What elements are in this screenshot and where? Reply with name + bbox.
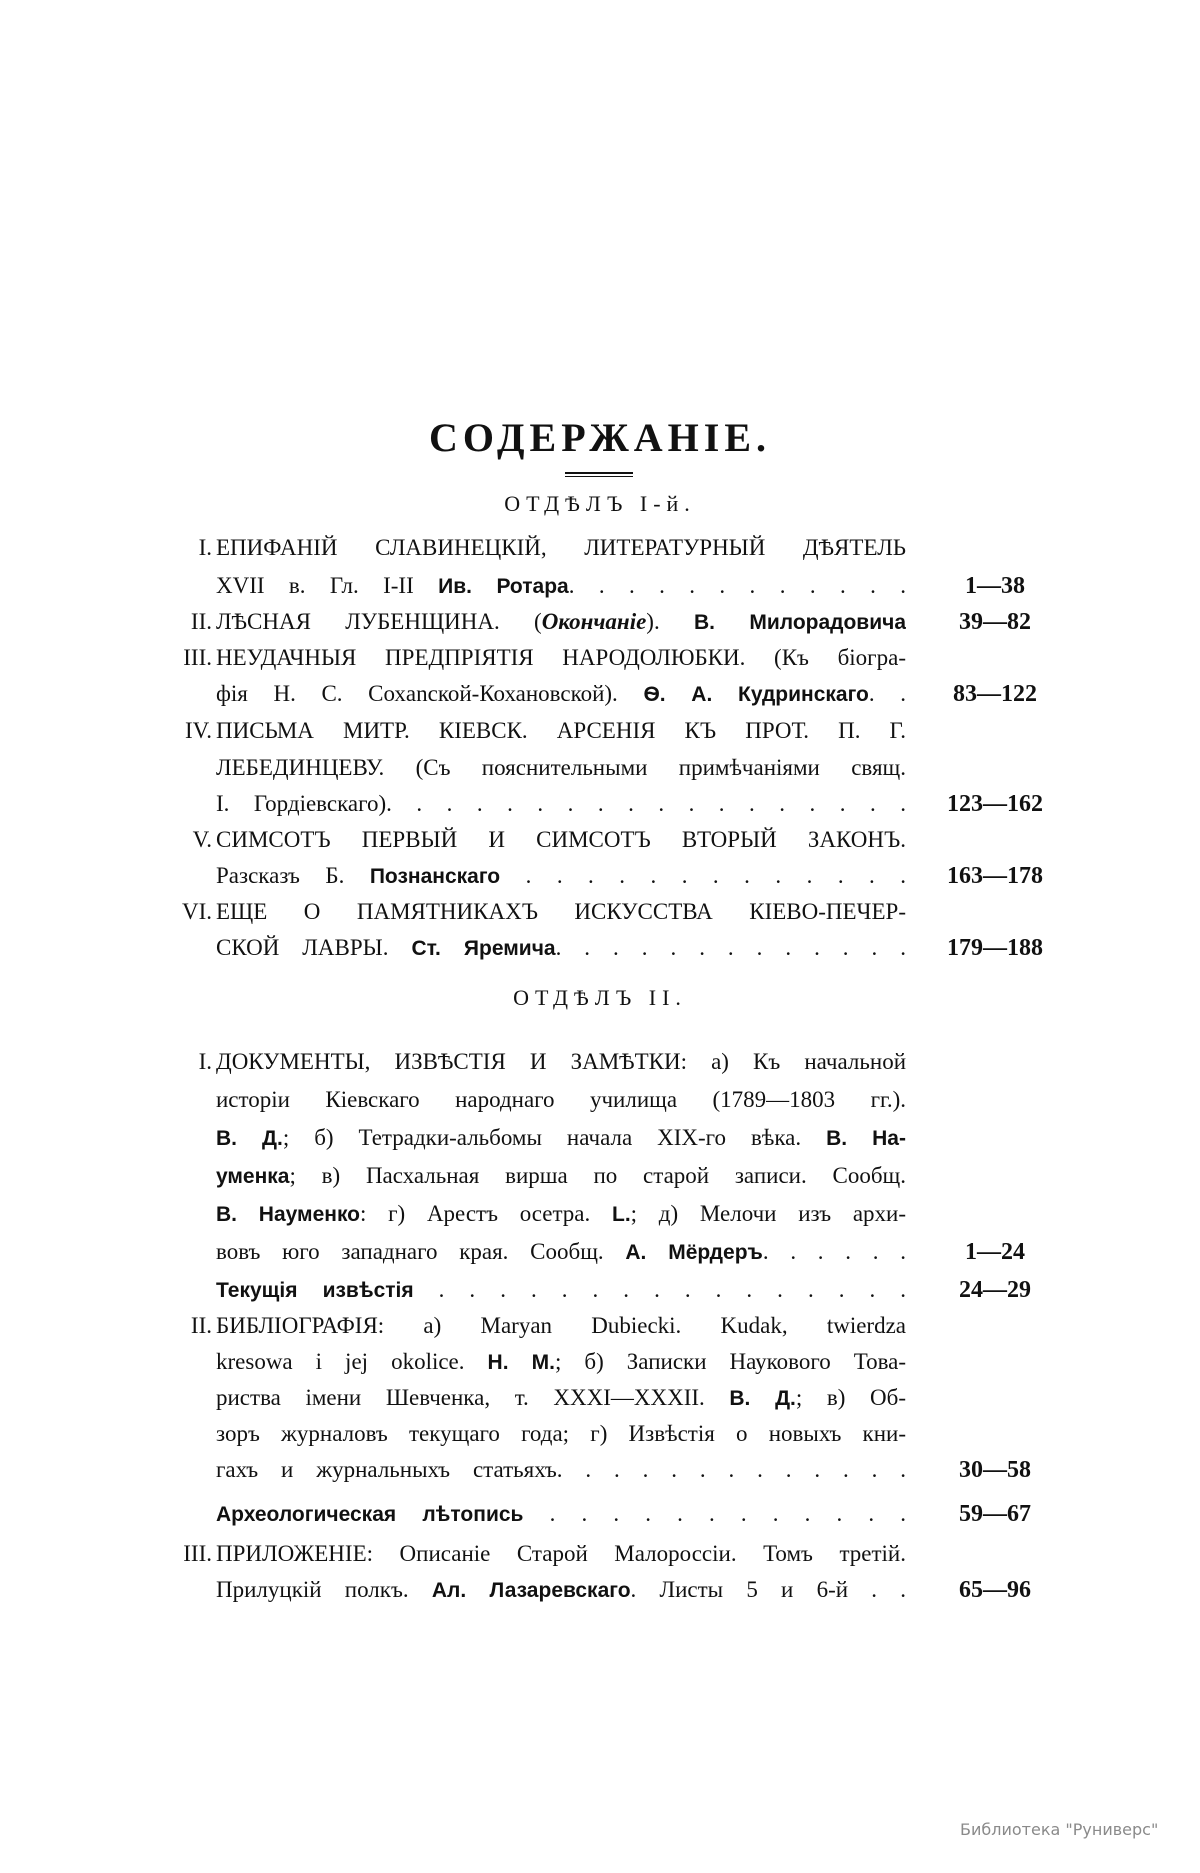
page-range: 1—38 bbox=[965, 573, 1025, 599]
entry-text-segment: . . . . . . . . . . . . . bbox=[555, 935, 906, 960]
page-range: 123—162 bbox=[947, 791, 1043, 817]
toc-line bbox=[0, 1121, 1200, 1155]
entry-text-segment: Прилуцкій полкъ. bbox=[216, 1577, 432, 1602]
entry-text bbox=[216, 1159, 906, 1193]
entry-text bbox=[216, 787, 906, 821]
entry-number: IV. bbox=[184, 718, 212, 743]
toc-line bbox=[0, 823, 1200, 857]
page-range: 163—178 bbox=[947, 863, 1043, 889]
page-range: 59—67 bbox=[959, 1501, 1031, 1527]
page-range: 30—58 bbox=[959, 1457, 1031, 1483]
page-range: 83—122 bbox=[953, 681, 1037, 707]
entry-text-segment: ПРИЛОЖЕНІЕ: Описаніе Старой Малороссіи. Томъ третій. bbox=[216, 1541, 906, 1566]
toc-line bbox=[0, 859, 1200, 893]
entry-text-segment: СИМСОТЪ ПЕРВЫЙ И СИМСОТЪ ВТОРЫЙ ЗАКОНЪ. bbox=[216, 827, 906, 852]
entry-text bbox=[216, 641, 906, 675]
entry-text-segment: фія Н. С. Сохanской-Кохановской). bbox=[216, 681, 644, 706]
author-name: В. На- bbox=[826, 1127, 906, 1150]
entry-number: III. bbox=[183, 1541, 212, 1566]
author-name: Ст. Яремича bbox=[411, 937, 556, 960]
entry-text-segment: ЛЕБЕДИНЦЕВУ. (Съ пояснительными примѣчаніями свящ. bbox=[216, 755, 906, 780]
entry-text bbox=[216, 1273, 906, 1307]
entry-text-segment: : г) Арестъ осетра. bbox=[360, 1201, 612, 1226]
entry-text-segment: ; д) Мелочи изъ архи- bbox=[630, 1201, 906, 1226]
toc-line bbox=[0, 677, 1200, 711]
toc-line bbox=[0, 1381, 1200, 1415]
toc-line bbox=[0, 1537, 1200, 1571]
entry-text-segment: . Листы 5 и 6-й . . bbox=[630, 1577, 906, 1602]
entry-text bbox=[216, 1083, 906, 1117]
entry-text bbox=[216, 1197, 906, 1231]
entry-number: III. bbox=[183, 645, 212, 670]
author-name: Н. М. bbox=[487, 1351, 555, 1374]
entry-text-segment: исторіи Кіевскаго народнаго училища (1789—1803 гг.). bbox=[216, 1087, 906, 1112]
author-name: А. Мёрдеръ bbox=[625, 1241, 763, 1264]
entry-text bbox=[216, 1573, 906, 1607]
entry-text-segment: зоръ журналовъ текущаго года; г) Извѣстія о новыхъ кни- bbox=[216, 1421, 906, 1446]
author-name: В. Науменко bbox=[216, 1203, 361, 1226]
entry-text bbox=[216, 605, 906, 639]
title-divider bbox=[565, 472, 633, 477]
toc-line bbox=[0, 605, 1200, 639]
entry-text bbox=[216, 751, 906, 785]
entry-text bbox=[216, 1381, 906, 1415]
entry-text-segment: Разсказъ Б. bbox=[216, 863, 370, 888]
entry-text-segment: СКОЙ ЛАВРЫ. bbox=[216, 935, 412, 960]
toc-line bbox=[0, 1045, 1200, 1079]
entry-text-segment: риства імени Шевченка, т. XXXI—XXXII. bbox=[216, 1385, 730, 1410]
watermark: Библиотека "Руниверс" bbox=[960, 1820, 1159, 1839]
entry-number: I. bbox=[198, 1049, 212, 1074]
entry-text bbox=[216, 1235, 906, 1269]
entry-text bbox=[216, 859, 906, 893]
toc-line bbox=[0, 787, 1200, 821]
entry-text-segment: ; б) Записки Наукового Това- bbox=[554, 1349, 906, 1374]
entry-text-segment: . . bbox=[868, 681, 906, 706]
toc-line bbox=[0, 931, 1200, 965]
entry-number: II. bbox=[190, 609, 212, 634]
entry-text bbox=[216, 1309, 906, 1343]
toc-line bbox=[0, 895, 1200, 929]
toc-line bbox=[0, 1083, 1200, 1117]
entry-text-segment: НЕУДАЧНЫЯ ПРЕДПРІЯТІЯ НАРОДОЛЮБКИ. (Къ біогра- bbox=[216, 645, 906, 670]
entry-text bbox=[216, 569, 906, 603]
toc-line bbox=[0, 1197, 1200, 1231]
entry-text-segment: вовъ юго западнаго края. Сообщ. bbox=[216, 1239, 626, 1264]
entry-text-segment: ; в) Пасхальная вирша по старой записи. Сообщ. bbox=[289, 1163, 906, 1188]
entry-text-segment: . . . . . . . . . . . . . bbox=[500, 863, 906, 888]
toc-line bbox=[0, 1345, 1200, 1379]
entry-text-segment: . . . . . . . . . . . . . . . . bbox=[413, 1277, 906, 1302]
author-name: Познанскаго bbox=[369, 865, 501, 888]
entry-text-segment: . . . . . . . . . . . . bbox=[568, 573, 906, 598]
entry-number: II. bbox=[190, 1313, 212, 1338]
entry-text-segment: ЕЩЕ О ПАМЯТНИКАХЪ ИСКУССТВА КІЕВО-ПЕЧЕР- bbox=[216, 899, 906, 924]
entry-text bbox=[216, 1045, 906, 1079]
toc-line bbox=[0, 1235, 1200, 1269]
entry-text-segment: ЕПИФАНІЙ СЛАВИНЕЦКІЙ, ЛИТЕРАТУРНЫЙ ДѢЯТЕЛЬ bbox=[216, 535, 906, 560]
entry-text bbox=[216, 895, 906, 929]
entry-text-segment: kresowa i jej okolice. bbox=[216, 1349, 488, 1374]
entry-text bbox=[216, 1417, 906, 1451]
author-name: L. bbox=[612, 1203, 631, 1226]
entry-text-segment: ДОКУМЕНТЫ, ИЗВѢСТІЯ И ЗАМѢТКИ: а) Къ начальной bbox=[216, 1049, 906, 1074]
author-name: Ѳ. А. Кудринскаго bbox=[643, 683, 869, 706]
entry-text-segment: гахъ и журнальныхъ статьяхъ. . . . . . . . . . . . . bbox=[216, 1457, 906, 1482]
toc-line bbox=[0, 1309, 1200, 1343]
toc-line bbox=[0, 1273, 1200, 1307]
toc-line bbox=[0, 1497, 1200, 1531]
author-name: Ал. Лазаревскаго bbox=[431, 1579, 631, 1602]
toc-line bbox=[0, 1417, 1200, 1451]
entry-text bbox=[216, 1537, 906, 1571]
entry-text-segment: Окончаніе bbox=[541, 609, 647, 634]
page-range: 39—82 bbox=[959, 609, 1031, 635]
entry-text-segment: . . . . . . bbox=[762, 1239, 906, 1264]
toc-line bbox=[0, 1453, 1200, 1487]
entry-text bbox=[216, 531, 906, 565]
toc-line bbox=[0, 569, 1200, 603]
page-range: 1—24 bbox=[965, 1239, 1025, 1265]
toc-line bbox=[0, 531, 1200, 565]
author-name: В. Милорадовича bbox=[693, 611, 906, 634]
entry-text-segment: ПИСЬМА МИТР. КІЕВСК. АРСЕНІЯ КЪ ПРОТ. П. Г. bbox=[216, 718, 906, 743]
author-name: В. Д. bbox=[216, 1127, 283, 1150]
entry-text bbox=[216, 823, 906, 857]
entry-text bbox=[216, 677, 906, 711]
entry-text-segment: БИБЛІОГРАФІЯ: а) Maryan Dubiecki. Kudak, twierdza bbox=[216, 1313, 906, 1338]
page-range: 24—29 bbox=[959, 1277, 1031, 1303]
entry-text-segment: . . . . . . . . . . . . bbox=[523, 1501, 906, 1526]
toc-line bbox=[0, 641, 1200, 675]
entry-text-segment: I. Гордіевскаго). . . . . . . . . . . . . . . . . . bbox=[216, 791, 906, 816]
entry-text-segment: ЛѢСНАЯ ЛУБЕНЩИНА. ( bbox=[216, 609, 542, 634]
section-heading-1: ОТДѢЛЪ I-й. bbox=[504, 491, 696, 516]
toc-line bbox=[0, 1159, 1200, 1193]
entry-text bbox=[216, 931, 906, 965]
page-range: 179—188 bbox=[947, 935, 1043, 961]
entry-text bbox=[216, 1121, 906, 1155]
page-range: 65—96 bbox=[959, 1577, 1031, 1603]
entry-text-segment: ). bbox=[646, 609, 694, 634]
author-name: Археологическая лѣтопись bbox=[216, 1503, 524, 1526]
entry-number: VI. bbox=[181, 899, 212, 924]
entry-text-segment: ; в) Об- bbox=[795, 1385, 906, 1410]
author-name: Текущія извѣстія bbox=[216, 1279, 414, 1302]
entry-text-segment: XVII в. Гл. I-II bbox=[216, 573, 439, 598]
toc-line bbox=[0, 1573, 1200, 1607]
page-title: СОДЕРЖАНІЕ. bbox=[428, 415, 772, 460]
toc-line bbox=[0, 751, 1200, 785]
entry-text bbox=[216, 1453, 906, 1487]
author-name: уменка bbox=[216, 1165, 290, 1188]
entry-text bbox=[216, 714, 906, 748]
entry-number: I. bbox=[198, 535, 212, 560]
section-heading-2: ОТДѢЛЪ II. bbox=[513, 985, 687, 1010]
toc-line bbox=[0, 714, 1200, 748]
entry-text-segment: ; б) Тетрадки-альбомы начала XIX-го вѣка. bbox=[282, 1125, 827, 1150]
author-name: В. Д. bbox=[729, 1387, 796, 1410]
entry-number: V. bbox=[192, 827, 212, 852]
entry-text bbox=[216, 1497, 906, 1531]
entry-text bbox=[216, 1345, 906, 1379]
author-name: Ив. Ротара bbox=[438, 575, 569, 598]
